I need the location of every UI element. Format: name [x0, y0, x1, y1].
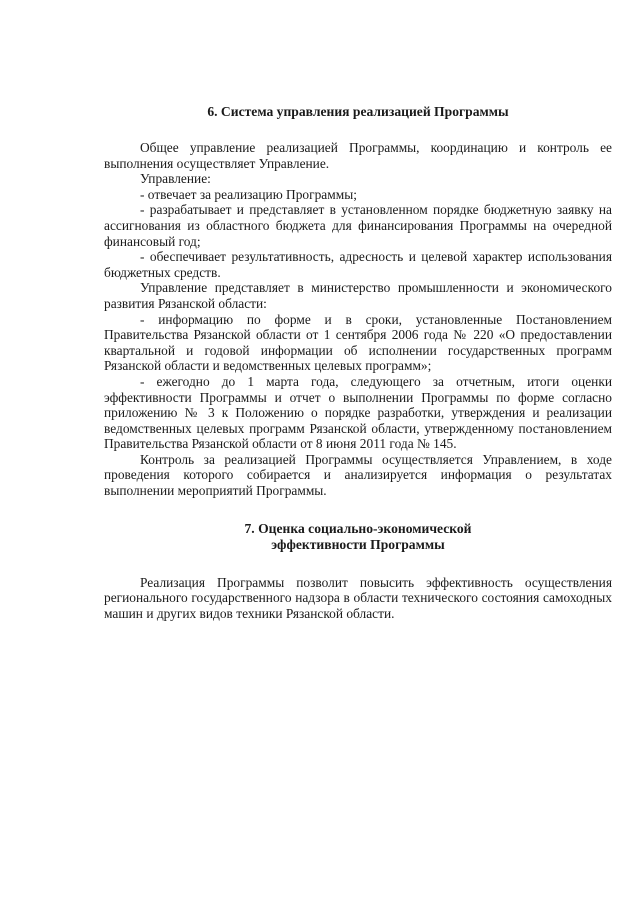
section-7-heading — [104, 521, 612, 553]
section-6-paragraph: Контроль за реализацией Программы осуществляется Управлением, в ходе проведения которого собирается и анализируется информация о результатах выполнении мероприятий Программы. — [104, 451, 612, 499]
section-7-heading-line-2: эффективности Программы — [271, 536, 445, 552]
section-6-list-item: - информацию по форме и в сроки, установленные Постановлением Правительства Рязанской области от 1 сентября 2006 года № 220 «О предоставлении квартальной и годовой информации об исполнении государственных программ Рязанской области и ведомственных целевых программ»; — [104, 311, 612, 374]
section-7-paragraph: Реализация Программы позволит повысить эффективность осуществления регионального государственного надзора в области технического состояния самоходных машин и других видов техники Рязанской области. — [104, 574, 612, 621]
section-6-list-item: - разрабатывает и представляет в установленном порядке бюджетную заявку на ассигнования из областного бюджета для финансирования Программы на очередной финансовый год; — [104, 202, 612, 249]
section-6-list-item: - отвечает за реализацию Программы; — [140, 186, 357, 202]
section-6-paragraph: Общее управление реализацией Программы, координацию и контроль ее выполнения осуществляет Управление. — [104, 140, 612, 171]
section-6-paragraph: Управление: — [140, 171, 211, 187]
section-6-list-item: - ежегодно до 1 марта года, следующего за отчетным, итоги оценки эффективности Программы и отчет о выполнении Программы по форме согласно приложению № 3 к Положению о порядке разработки, утверждения и реализации ведомственных целевых программ Рязанской области, утвержденному постановлением Правительства Рязанской области от 8 июня 2011 года № 145. — [104, 373, 612, 452]
section-6-paragraph: Управление представляет в министерство промышленности и экономического развития Рязанской области: — [104, 280, 612, 311]
section-7-heading-line-1: 7. Оценка социально-экономической — [244, 520, 472, 536]
document-content — [104, 104, 612, 621]
section-6-list-item: - обеспечивает результативность, адресность и целевой характер использования бюджетных средств. — [104, 249, 612, 280]
section-6-heading: 6. Система управления реализацией Программы — [207, 104, 509, 119]
